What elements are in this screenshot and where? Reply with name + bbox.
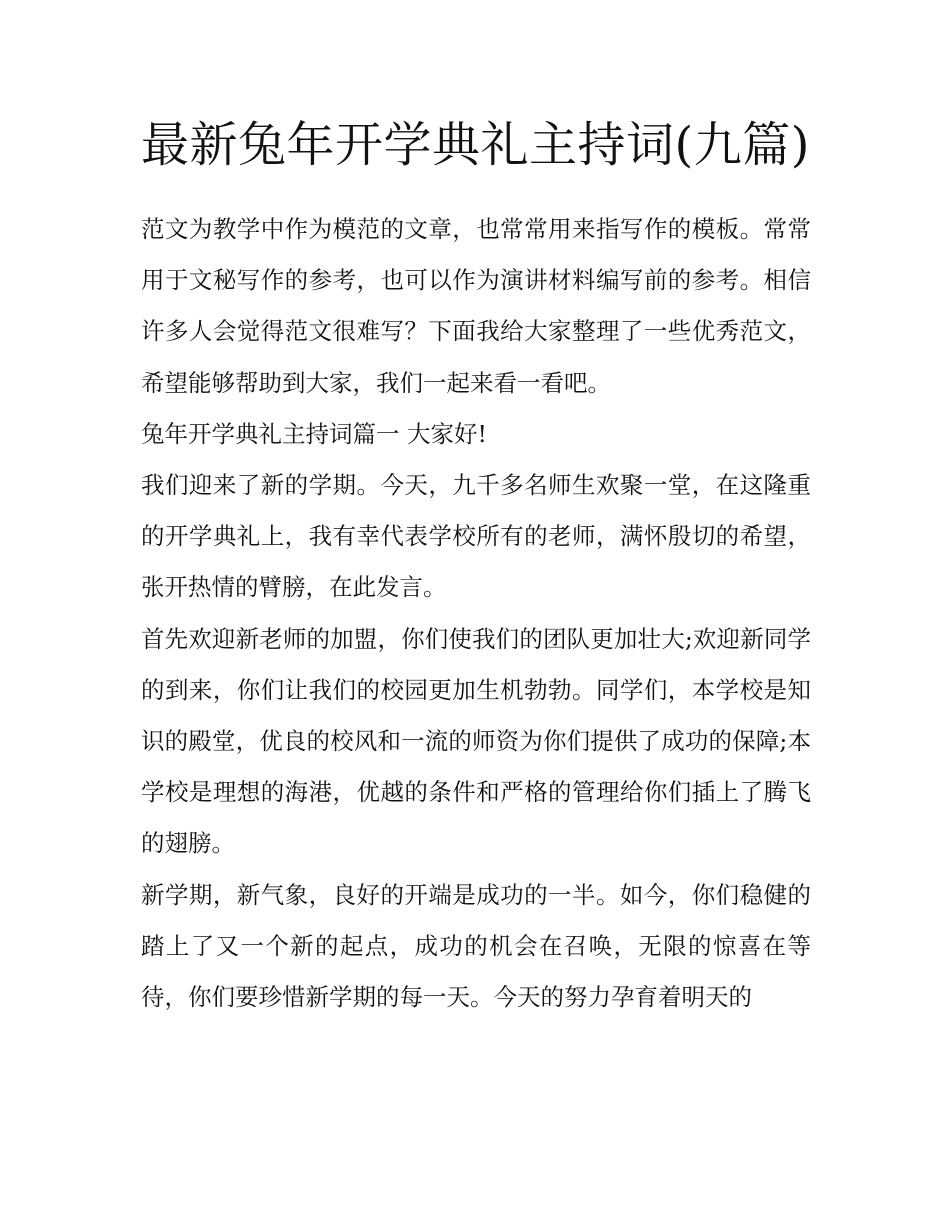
document-body	[141, 113, 811, 1023]
paragraph-new-atmosphere: 新学期，新气象，良好的开端是成功的一半。如今，你们稳健的踏上了又一个新的起点，成功的机会在召唤，无限的惊喜在等待，你们要珍惜新学期的每一天。今天的努力孕育着明天的	[141, 880, 811, 1012]
paragraph-intro: 范文为教学中作为模范的文章，也常常用来指写作的模板。常常用于文秘写作的参考，也可以作为演讲材料编写前的参考。相信许多人会觉得范文很难写？下面我给大家整理了一些优秀范文，希望能够帮助到大家，我们一起来看一看吧。	[141, 215, 811, 397]
paragraph-section-heading: 兔年开学典礼主持词篇一 大家好!	[141, 419, 487, 448]
paragraph-welcome: 首先欢迎新老师的加盟，你们使我们的团队更加壮大;欢迎新同学的到来，你们让我们的校园更加生机勃勃。同学们，本学校是知识的殿堂，优良的校风和一流的师资为你们提供了成功的保障;本学校是理想的海港，优越的条件和严格的管理给你们插上了腾飞的翅膀。	[141, 624, 811, 858]
document-title: 最新兔年开学典礼主持词(九篇)	[141, 117, 810, 173]
paragraph-new-semester: 我们迎来了新的学期。今天，九千多名师生欢聚一堂，在这隆重的开学典礼上，我有幸代表学校所有的老师，满怀殷切的希望，张开热情的臂膀，在此发言。	[141, 471, 811, 602]
